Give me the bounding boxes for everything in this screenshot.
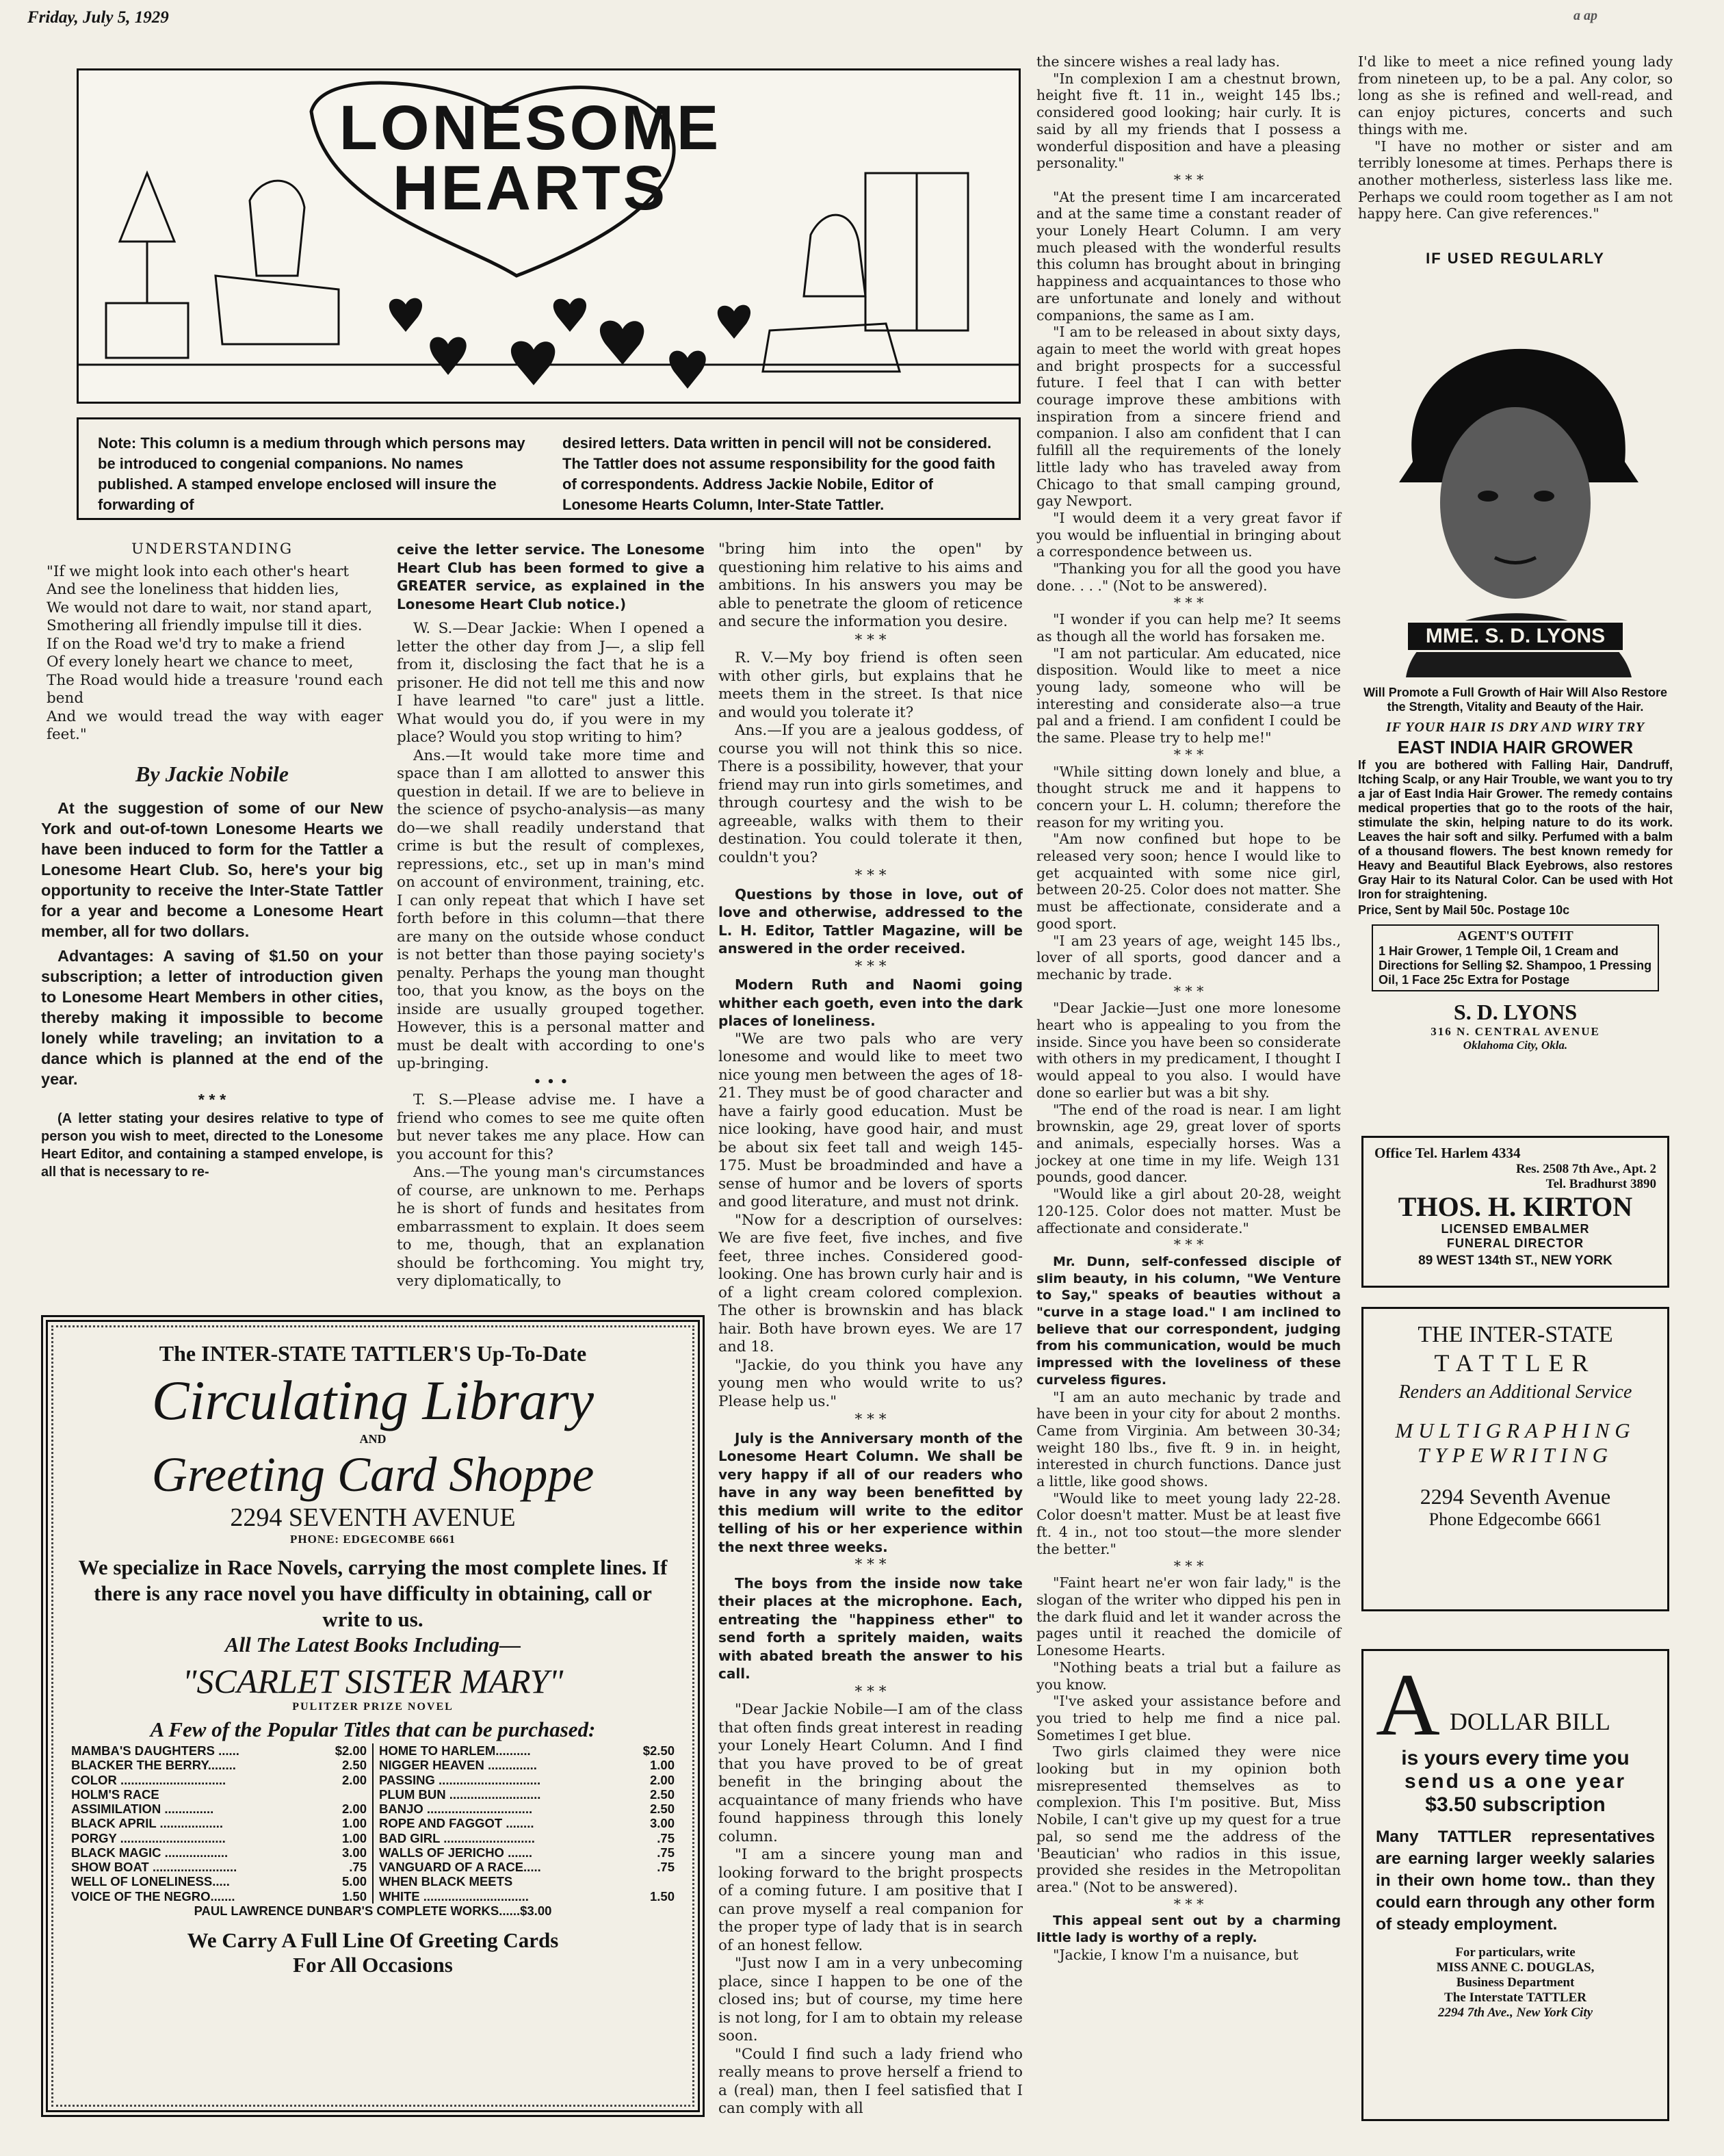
dollar-ad-f5: 2294 7th Ave., New York City xyxy=(1437,2005,1593,2020)
col3-paragraph: "Could I find such a lady friend who really means to prove herself a friend to a (real) man, then I feel satisfied that I can comply with all xyxy=(718,2045,1023,2117)
col4-paragraph: "Jackie, I know I'm a nuisance, but xyxy=(1053,1946,1298,1963)
service-line5: TYPEWRITING xyxy=(1417,1443,1614,1467)
col3-paragraph: "I am a sincere young man and looking forward to the bright prospects of a coming future. I am positive that I can prove myself a real companion for the proper type of lady that is in search of an honest fellow. xyxy=(718,1846,1023,1954)
dollar-ad-f3: Business Department xyxy=(1456,1975,1575,1990)
kirton-office: Office Tel. Harlem 4334 xyxy=(1374,1145,1521,1161)
dollar-ad-f4: The Interstate TATTLER xyxy=(1444,1990,1586,2005)
byline: By Jackie Nobile xyxy=(135,761,289,786)
service-line2: TATTLER xyxy=(1434,1349,1597,1377)
col3-paragraph: "We are two pals who are very lonesome and would like to meet two nice young men between the ages of 18-21. They must be of good character and have a fairly good education. Must be nice looking, have good hair, and must be about six feet tall and weigh 145-175. Must be broadminded and have a sense of humor and be lovers of sports and good literature, and must not drink. xyxy=(718,1030,1023,1210)
col4-paragraph: Two girls claimed they were nice looking but in my opinion both misrepresented themselves as to complexion. This I'm positive. But, Miss Nobile, I can't give up my quest for a true pal, so send me the address of the 'Beautician' who radios in this issue, provided she resides in the Metropolitan area." (Not to be answered). xyxy=(1036,1743,1341,1895)
col2-paragraph: W. S.—Dear Jackie: When I opened a letter the other day from J—, a slip fell from it, disclosing the fact that he is a prisoner. He did not tell me this and now I have learned "to care" just a little. What would you do, if you were in my place? Would you stop writing to him? xyxy=(397,620,705,746)
col3-paragraph: Ans.—If you are a jealous goddess, of course you will not think this so nice. There is a possibility, however, that your friend may run into girls sometimes, and through courtesy and the wish to be agreeable, walks with them to their destination. You could tolerate it then, couldn't you? xyxy=(718,722,1023,866)
hair-grower-ad xyxy=(1358,250,1673,1126)
hair-ad-body: If you are bothered with Falling Hair, Dandruff, Itching Scalp, or any Hair Trouble, we want you to try a jar of East India Hair Grower. The remedy contains medical properties that go to the roots of the hair, stimulate the skin, helping nature to do its work. Leaves the hair soft and silky. Perfumed with a balm of a thousand flowers. The best known remedy for Heavy and Beautiful Black Eyebrows, also restores Gray Hair to its Natural Color. Can be used with Hot Iron for straightening. xyxy=(1358,758,1673,901)
agent-outfit-items: 1 Hair Grower, 1 Temple Oil, 1 Cream and Directions for Selling $2. Shampoo, 1 Pressing Oil, 1 Face 25c Extra for Postage xyxy=(1379,944,1652,987)
col3-paragraph: Questions by those in love, out of love and otherwise, addressed to the L. H. Editor, Tattler Magazine, will be answered in the order received. xyxy=(718,885,1023,957)
col4-paragraph: "Nothing beats a trial but a failure as you know. xyxy=(1036,1659,1341,1693)
book-row: WALLS OF JERICHO ....... .75 xyxy=(379,1845,675,1860)
col4-paragraph: the sincere wishes a real lady has. xyxy=(1036,53,1280,70)
col4-paragraph: "Faint heart ne'er won fair lady," is the slogan of the writer who dipped his pen in the dark fluid and let it wander across the pages until it reached the domicile of Lonesome Hearts. xyxy=(1036,1574,1341,1659)
book-row: PORGY .............................. 1.00 xyxy=(71,1830,367,1845)
poem-line: And see the loneliness that hidden lies, xyxy=(47,581,339,598)
club-paragraph: At the suggestion of some of our New York and out-of-town Lonesome Hearts we have been induced to form for the Tattler a Lonesome Heart Club. So, here's your big opportunity to receive the Inter-State Tattler for a year and become a Lonesome Heart member, all for two dollars. xyxy=(41,799,383,940)
book-row: BAD GIRL .......................... .75 xyxy=(379,1830,675,1845)
portrait-illustration xyxy=(1365,277,1666,677)
library-dunbar: PAUL LAWRENCE DUNBAR'S COMPLETE WORKS......$3.00 xyxy=(194,1903,552,1918)
lyons-city: Oklahoma City, Okla. xyxy=(1463,1039,1568,1052)
book-row: WELL OF LONELINESS..... 5.00 xyxy=(71,1874,367,1889)
note-right: desired letters. Data written in pencil will not be considered. The Tattler does not assume responsibility for the good faith of correspondents. Address Jackie Nobile, Editor of Lonesome Hearts Column, Inter-State Tattler. xyxy=(562,434,995,513)
column-1 xyxy=(41,541,383,1181)
book-row: ROPE AND FAGGOT ........ 3.00 xyxy=(379,1816,675,1831)
book-row: PASSING ............................. 2.00 xyxy=(379,1772,675,1787)
book-row: BLACK MAGIC .................. 3.00 xyxy=(71,1845,367,1860)
poem-line: Of every lonely heart we chance to meet, xyxy=(47,653,354,671)
book-row: BANJO .............................. 2.50 xyxy=(379,1802,675,1817)
col4-paragraph: "Would like a girl about 20-28, weight 120-125. Color does not matter. Must be affectionate and considerate." xyxy=(1036,1186,1341,1236)
kirton-tel: Tel. Bradhurst 3890 xyxy=(1545,1177,1656,1191)
library-list-title: A Few of the Popular Titles that can be purchased: xyxy=(150,1717,596,1741)
col4-paragraph: "Dear Jackie—Just one more lonesome heart who is appealing to you from the inside. Since you have been so considerate with others in my predicament, I thought I would appeal to you also. I would have done so earlier but was a bit shy. xyxy=(1036,1000,1341,1101)
poem-line: And we would tread the way with eager feet." xyxy=(47,707,383,743)
col3-paragraph: R. V.—My boy friend is often seen with other girls, but explains that he meets them in the street. Is that nice and would you tolerate it? xyxy=(718,649,1023,721)
col3-paragraph: July is the Anniversary month of the Lonesome Heart Column. We shall be very happy if all of our readers who have in any way been benefitted by this medium will write to the editor telling of his or her experience within the next three weeks. xyxy=(718,1429,1023,1555)
kirton-title2: FUNERAL DIRECTOR xyxy=(1446,1236,1584,1250)
col2-paragraph: Ans.—The young man's circumstances of course, are unknown to me. Perhaps he is short of funds and hesitates from embarrassment to explain. It does seem to me, though, that an explanation should be forthcoming. You might try, very diplomatically, to xyxy=(397,1164,705,1290)
dollar-ad-l3: send us a one year xyxy=(1404,1770,1627,1793)
library-phone: PHONE: EDGECOMBE 6661 xyxy=(289,1533,456,1546)
col5-paragraph: "I have no mother or sister and am terribly lonesome at times. Perhaps there is another motherless, sisterless lass like me. Perhaps we could room together as I am not happy here. Can give references." xyxy=(1358,138,1673,222)
col3-paragraph: "bring him into the open" by questioning him relative to his aims and ambitions. In his answers you may be able to penetrate the gloom of reticence and secure the information you desire. xyxy=(718,541,1023,630)
club-notice: At the suggestion of some of our New York and out-of-town Lonesome Hearts we have been induced to form for the Tattler a Lonesome Heart Club. So, here's your big opportunity to receive the Inter-State Tattler for a year and become a Lonesome Heart member, all for two dollars. Advantages: A saving of $1.50 on your subscription; a letter of introduction given to Lonesome Heart Members in other cities, thereby making it impossible to become lonely while traveling; an invitation to a dance which is planned at the end of the year. * * * (A letter stating your desires relative to type of person you wish to meet, directed to the Lonesome Heart Editor, and containing a stamped envelope, is all that is necessary to re- xyxy=(41,799,383,1180)
poem-line: "If we might look into each other's heart xyxy=(47,562,350,580)
col4-paragraph: "The end of the road is near. I am light brownskin, age 29, great lover of sports and animals, especially horses. Was a jockey at one time in my life. Weigh 131 pounds, good dancer. xyxy=(1036,1101,1341,1186)
hair-ad-product: EAST INDIA HAIR GROWER xyxy=(1397,737,1634,757)
dollar-ad-big-a: A xyxy=(1376,1656,1440,1754)
hair-ad-promise: Will Promote a Full Growth of Hair Will Also Restore the Strength, Vitality and Beauty of the Hair. xyxy=(1363,686,1668,714)
poem-line: If on the Road we'd try to make a friend xyxy=(47,635,345,653)
library-titles-left xyxy=(71,1743,374,1904)
service-line4: MULTIGRAPHING xyxy=(1395,1418,1636,1442)
service-line1: THE INTER-STATE xyxy=(1418,1322,1613,1347)
service-line3: Renders an Additional Service xyxy=(1398,1381,1632,1403)
col3-paragraph: "Dear Jackie Nobile—I am of the class that often finds great interest in reading your Lonely Heart Column. And I find that you have proved to be of great benefit in the bringing about the acquaintance of many friends who have found happiness through this lonely column. xyxy=(718,1701,1023,1845)
col4-paragraph: "While sitting down lonely and blue, a thought struck me and it happens to concern your L. H. column; therefore the reason for my writing you. xyxy=(1036,763,1341,831)
book-row: NIGGER HEAVEN .............. 1.00 xyxy=(379,1758,675,1773)
kirton-name: THOS. H. KIRTON xyxy=(1398,1191,1633,1222)
lyons-address: 316 N. CENTRAL AVENUE xyxy=(1431,1025,1600,1038)
col3-paragraph: "Jackie, do you think you have any young men who would write to us? Please help us." xyxy=(718,1356,1023,1410)
kirton-funeral-ad xyxy=(1361,1136,1669,1288)
service-address: 2294 Seventh Avenue xyxy=(1420,1484,1611,1509)
banner-title xyxy=(325,93,735,223)
club-paragraph: Advantages: A saving of $1.50 on your subscription; a letter of introduction given to Lonesome Heart Members in other cities, thereby making it impossible to become lonely while traveling; an invitation to a dance which is planned at the end of the year. xyxy=(41,947,383,1088)
book-row: VANGUARD OF A RACE..... .75 xyxy=(379,1860,675,1875)
library-desc: We specialize in Race Novels, carrying the most complete lines. If there is any race novel you have difficulty in obtaining, call or write to us. xyxy=(78,1555,668,1631)
service-phone: Phone Edgecombe 6661 xyxy=(1428,1509,1602,1529)
dollar-ad-body: Many TATTLER representatives are earning larger weekly salaries in their own home tow.. than they could earn through any other form of steady employment. xyxy=(1376,1828,1655,1934)
book-row: BLACKER THE BERRY........ 2.50 xyxy=(71,1758,367,1773)
dollar-ad-l4: $3.50 subscription xyxy=(1425,1793,1606,1816)
col5-paragraph: I'd like to meet a nice refined young lady from nineteen up, to be a pal. Any color, so long as she is refined and well-read, and can enjoy pictures, concerts and such things with me. xyxy=(1358,53,1673,138)
col4-paragraph: "At the present time I am incarcerated and at the same time a constant reader of your Lonely Heart Column. I am very much pleased with the wonderful results this column has brought about in bringing happiness and acquaintances to those who are unfortunate and lonely and without companions, the same as I am. xyxy=(1036,188,1341,324)
poem-title: UNDERSTANDING xyxy=(131,541,293,558)
column-2: ceive the letter service. The Lonesome Heart Club has been formed to give a GREATER service, as explained in the Lonesome Heart Club notice.) W. S.—Dear Jackie: When I opened a letter the other day from J—, a slip fell from it, disclosing the fact that he is a prisoner. He did not tell me this and now I have learned "to care" just a little. What would you do, if you were in my place? Would you stop writing to him? Ans.—It would take more time and space than I am allotted to answer this question in detail. If we are to believe in the science of psycho-analysis—as many do—we shall readily understand that crime is but the result of complexes, repressions, etc., set up in man's mind on account of environment, training, etc. I can only repeat that which I have set forth before in this column—that there are many on the outside whose conduct is not better than those paying society's penalty. Perhaps the young man thought too, that you know, as the boys on the inside are usually grouped together. However, this is a personal matter and must be dealt with according to one's up-bringing. • • • T. S.—Please advise me. I have a friend who comes to see me quite often but never takes me any place. How can you account for this? Ans.—The young man's circumstances of course, are unknown to me. Perhaps he is short of funds and hesitates from embarrassment to explain. It does seem to me, though, that an explanation should be forthcoming. You might try, very diplomatically, to xyxy=(397,541,705,1290)
library-latest: All The Latest Books Including— xyxy=(224,1633,521,1657)
dollar-ad-f1: For particulars, write xyxy=(1455,1945,1576,1960)
col4-paragraph: "I am an auto mechanic by trade and have been in your city for about 2 months. Came from Virginia. Am between 30-34; weight 180 lbs., five ft. 9 in. in height, interested in church functions. Dance just a little, like good shows. xyxy=(1036,1388,1341,1490)
agent-outfit-box xyxy=(1372,924,1659,991)
col3-paragraph: The boys from the inside now take their places at the microphone. Each, entreating the "happiness ether" to send forth a spritely maiden, waits with abated breath the answer to his call. xyxy=(718,1574,1023,1682)
poem-line: Smothering all friendly impulse till it dies. xyxy=(47,617,363,634)
col3-paragraph: "Just now I am in a very unbecoming place, since I happen to be one of the closed ins; but of course, my time here is not long, for I am to obtain my release soon. xyxy=(718,1955,1023,2044)
library-title2: Greeting Card Shoppe xyxy=(151,1447,595,1502)
library-featured: "SCARLET SISTER MARY" xyxy=(182,1662,564,1700)
book-row: COLOR .............................. 2.00 xyxy=(71,1772,367,1787)
club-paragraph: (A letter stating your desires relative to type of person you wish to meet, directed to the Lonesome Heart Editor, and containing a stamped envelope, is all that is necessary to re- xyxy=(41,1111,383,1180)
library-titles xyxy=(71,1743,675,1904)
library-address: 2294 SEVENTH AVENUE xyxy=(230,1503,516,1532)
kirton-res: Res. 2508 7th Ave., Apt. 2 xyxy=(1516,1162,1656,1176)
dollar-bill-ad xyxy=(1361,1649,1669,2121)
hair-ad-top: IF USED REGULARLY xyxy=(1426,250,1605,267)
poem-line: We would not dare to wait, nor stand apart, xyxy=(47,599,373,616)
lyons-name: S. D. LYONS xyxy=(1453,1000,1578,1024)
poem-line: The Road would hide a treasure 'round each bend xyxy=(47,671,383,707)
library-title1: Circulating Library xyxy=(151,1369,595,1431)
col4-paragraph: "Thanking you for all the good you have done. . . ." (Not to be answered). xyxy=(1036,560,1341,594)
col4-paragraph: "I would deem it a very great favor if you would be influential in bringing about a correspondence between us. xyxy=(1036,509,1341,560)
library-footer1: We Carry A Full Line Of Greeting Cards xyxy=(187,1927,559,1952)
col2-paragraph: T. S.—Please advise me. I have a friend who comes to see me quite often but never takes me any place. How can you account for this? xyxy=(397,1091,705,1163)
library-titles-right xyxy=(379,1743,675,1904)
col2-paragraph: ceive the letter service. The Lonesome Heart Club has been formed to give a GREATER service, as explained in the Lonesome Heart Club notice.) xyxy=(397,541,705,612)
dollar-ad-l1: DOLLAR BILL xyxy=(1449,1708,1610,1735)
book-row: HOLM'S RACE xyxy=(71,1787,159,1802)
tattler-service-ad xyxy=(1361,1307,1669,1611)
book-row: VOICE OF THE NEGRO....... 1.50 xyxy=(71,1888,367,1904)
book-row: WHEN BLACK MEETS xyxy=(379,1874,513,1889)
book-row: SHOW BOAT ........................ .75 xyxy=(71,1860,367,1875)
book-row: ASSIMILATION .............. 2.00 xyxy=(71,1802,367,1817)
dollar-ad-f2: MISS ANNE C. DOUGLAS, xyxy=(1436,1960,1595,1975)
agent-outfit-title: AGENT'S OUTFIT xyxy=(1457,928,1573,944)
col4-paragraph: "In complexion I am a chestnut brown, height five ft. 11 in., weight 145 lbs.; considered good looking; hair curly. It is said by all my friends that I possess a wonderful disposition and have a pleasing personality." xyxy=(1036,70,1341,172)
book-row: HOME TO HARLEM.......... $2.50 xyxy=(379,1743,675,1758)
book-row: MAMBA'S DAUGHTERS ...... $2.00 xyxy=(71,1743,367,1758)
page-date: Friday, July 5, 1929 xyxy=(27,8,169,27)
banner-title-line2: HEARTS xyxy=(392,153,668,223)
col4-paragraph: "Would like to meet young lady 22-28. Color doesn't matter. Must be at least five ft. 4 in., not too stout—the more slender the better." xyxy=(1036,1490,1341,1557)
column-4: the sincere wishes a real lady has. "In complexion I am a chestnut brown, height five ft. 11 in., weight 145 lbs.; considered good looking; hair curly. It is said by all my friends that I possess a wonderful disposition and have a pleasing personality." * * * "At the present time I am incarcerated and at the same time a constant reader of your Lonely Heart Column. I am very much pleased with the wonderful results this column has brought about in bringing happiness and acquaintances to those who are unfortunate and lonely and without companions, the same as I am. "I am to be released in about sixty days, again to meet the world with great hopes and bright prospects for a successful future. I feel that I can with better courage improve these ambitions with inspiration from a sincere friend and companion. I also am confident that I can fulfill all the requirements of the lonely little lady who has traveled away from Chicago to that small camping ground, gay Newport. "I would deem it a very great favor if you would be influential in bringing about a correspondence between us. "Thanking you for all the good you have done. . . ." (Not to be answered). * * * "I wonder if you can help me? It seems as though all the world has forsaken me. "I am not particular. Am educated, nice disposition. Would like to meet a nice young lady, someone who will be interesting and considerate also—a true pal and a friend. I am confident I could be the same. Please try to help me!" * * * "While sitting down lonely and blue, a thought struck me and it happens to concern your L. H. column; therefore the reason for my writing you. "Am now confined but hope to be released very soon; hence I would like to get acquainted with some nice girl, between 20-25. Color does not matter. She must be affectionate, considerate and a good sport. "I am 23 years of age, weight 145 lbs., lover of all sports, good dancer and a mechanic by trade. * * * "Dear Jackie—Just one more lonesome heart who is appealing to you from the inside. Since you have been so considerate with others in my predicament, I thought I would appeal to you also. I would have done so earlier but was a bit shy. "The end of the road is near. I am light brownskin, age 29, great lover of sports and animals, especially horses. Was a jockey at one time in my life. Weigh 131 pounds, good dancer. "Would like a girl about 20-28, weight 120-125. Color does not matter. Must be affectionate and considerate." * * * Mr. Dunn, self-confessed disciple of slim beauty, in his column, "We Venture to Say," speaks of beauties without a "curve in a stage load." I am inclined to believe that our correspondent, judging from his communication, would be much impressed with the loveliness of these curveless figures. "I am an auto mechanic by trade and have been in your city for about 2 months. Came from Virginia. Am between 30-34; weight 180 lbs., five ft. 9 in. in height, interested in church functions. Dance just a little, like good shows. "Would like to meet young lady 22-28. Color doesn't matter. Must be at least five ft. 4 in., not too stout—the more slender the better." * * * "Faint heart ne'er won fair lady," is the slogan of the writer who dipped his pen in the dark fluid and let it wander across the pages until it reached the domicile of Lonesome Hearts. "Nothing beats a trial but a failure as you know. "I've asked your assistance before and you tried to help me find a nice pal. Sometimes I get blue. Two girls claimed they were nice looking but in my opinion both misrepresented themselves as to complexion. This I'm positive. But, Miss Nobile, I can't give up my quest for a true pal, so send me the address of the 'Beautician' who radios in this issue, provided she resides in the Metropolitan area." (Not to be answered). * * * This appeal sent out by a charming little lady is worthy of a reply. "Jackie, I know I'm a nuisance, but xyxy=(1036,53,1341,1963)
kirton-address: 89 WEST 134th ST., NEW YORK xyxy=(1418,1254,1612,1268)
col4-paragraph: "I am to be released in about sixty days, again to meet the world with great hopes and bright prospects for a successful future. I feel that I can with better courage improve these ambitions with inspiration from a sincere friend and companion. I also am confident that I can fulfill all the requirements of the lonely little lady who has traveled away from Chicago to that small camping ground, gay Newport. xyxy=(1036,324,1341,510)
kirton-title1: LICENSED EMBALMER xyxy=(1441,1222,1590,1236)
portrait-label: MME. S. D. LYONS xyxy=(1406,621,1625,652)
poem-lines xyxy=(41,563,383,744)
library-and: AND xyxy=(359,1432,387,1446)
col3-paragraph: "Now for a description of ourselves: We are five feet, five inches, and five feet, three inches. Considered good-looking. One has brown curly hair and is of a light cream colored complexion. The other is brownskin and has black hair. Both have brown eyes. We are 17 and 18. xyxy=(718,1211,1023,1355)
library-footer2: For All Occasions xyxy=(293,1952,453,1977)
page-corner-mark: a ap xyxy=(1573,8,1597,23)
banner-title-line1: LONESOME xyxy=(339,93,722,163)
hair-ad-if-dry: IF YOUR HAIR IS DRY AND WIRY TRY xyxy=(1385,720,1645,735)
col3-paragraph: Modern Ruth and Naomi going whither each goeth, even into the dark places of loneliness. xyxy=(718,976,1023,1029)
lyons-portrait xyxy=(1365,277,1666,677)
col4-paragraph: "Am now confined but hope to be released very soon; hence I would like to get acquainted with some nice girl, between 20-25. Color does not matter. She must be affectionate, considerate and a good sport. xyxy=(1036,831,1341,932)
library-prize: PULITZER PRIZE NOVEL xyxy=(292,1701,454,1713)
library-top: The INTER-STATE TATTLER'S Up-To-Date xyxy=(159,1341,587,1366)
col4-paragraph: This appeal sent out by a charming little lady is worthy of a reply. xyxy=(1036,1913,1341,1946)
dollar-ad-l2: is yours every time you xyxy=(1401,1747,1630,1769)
book-row: PLUM BUN .......................... 2.50 xyxy=(379,1787,675,1802)
library-ad xyxy=(41,1315,705,2117)
col4-paragraph: "I've asked your assistance before and you tried to help me find a nice pal. Sometimes I get blue. xyxy=(1036,1693,1341,1743)
column-3: "bring him into the open" by questioning him relative to his aims and ambitions. In his answers you may be able to penetrate the gloom of reticence and secure the information you desire. * * * R. V.—My boy friend is often seen with other girls, but explains that he meets them in the street. Is that nice and would you tolerate it? Ans.—If you are a jealous goddess, of course you will not think this so nice. There is a possibility, however, that your friend may run into girls sometimes, and through courtesy and the wish to be agreeable, walks with them to their destination. You could tolerate it then, couldn't you? * * * Questions by those in love, out of love and otherwise, addressed to the L. H. Editor, Tattler Magazine, will be answered in the order received. * * * Modern Ruth and Naomi going whither each goeth, even into the dark places of loneliness. "We are two pals who are very lonesome and would like to meet two nice young men between the ages of 18-21. They must be of good character and have a fairly good education. Must be nice looking, have good hair, and must be about six feet tall and weigh 145-175. Must be broadminded and have a sense of humor and be lovers of sports and good literature, and must not drink. "Now for a description of ourselves: We are five feet, five inches, and five feet, three inches. Considered good-looking. One has brown curly hair and is of a light cream colored complexion. The other is brownskin and has black hair. Both have brown eyes. We are 17 and 18. "Jackie, do you think you have any young men who would write to us? Please help us." * * * July is the Anniversary month of the Lonesome Heart Column. We shall be very happy if all of our readers who have in any way been benefitted by this medium will write to the editor telling of his or her experience within the next three weeks. * * * The boys from the inside now take their places at the microphone. Each, entreating the "happiness ether" to send forth a spritely maiden, waits with abated breath the answer to his call. * * * "Dear Jackie Nobile—I am of the class that often finds great interest in reading your Lonely Heart Column. And I find that you have proved to be of great benefit in the bringing about the acquaintance of many friends who have found happiness through this lonely column. "I am a sincere young man and looking forward to the bright prospects of a coming future. I am positive that I can prove myself a real companion for the proper type of lady that is in search of an honest fellow. "Just now I am in a very unbecoming place, since I happen to be one of the closed ins; but of course, my time here is not long, for I am to obtain my release soon. "Could I find such a lady friend who really means to prove herself a friend to a (real) man, then I feel satisfied that I can comply with all xyxy=(718,541,1023,2117)
col4-paragraph: "I am 23 years of age, weight 145 lbs., lover of all sports, good dancer and a mechanic by trade. xyxy=(1036,932,1341,983)
lonesome-hearts-banner xyxy=(77,68,1021,404)
col4-paragraph: "I am not particular. Am educated, nice disposition. Would like to meet a nice young lady, someone who will be interesting and considerate also—a true pal and a friend. I am confident I could be the same. Please try to help me!" xyxy=(1036,645,1341,746)
note-left: Note: This column is a medium through which persons may be introduced to congenial companions. No names published. A stamped envelope enclosed will insure the forwarding of xyxy=(98,434,525,513)
hair-ad-price: Price, Sent by Mail 50c. Postage 10c xyxy=(1358,903,1570,917)
book-row: BLACK APRIL .................. 1.00 xyxy=(71,1816,367,1831)
book-row: WHITE .............................. 1.50 xyxy=(379,1888,675,1904)
col2-paragraph: Ans.—It would take more time and space than I am allotted to answer this question in detail. If we are to believe in the science of psycho-analysis—as many do—we shall readily understand that crime is but the result of complexes, repressions, etc., set up in man's mind on account of environment, training, etc. I can only repeat that which I have set forth before in this column—that there are many on the outside whose conduct is not better than those paying society's penalty. Perhaps the young man thought too, that you know, as the boys on the inside are usually grouped together. However, this is a personal matter and must be dealt with according to one's up-bringing. xyxy=(397,746,705,1072)
col4-paragraph: "I wonder if you can help me? It seems as though all the world has forsaken me. xyxy=(1036,611,1341,645)
column-5 xyxy=(1358,53,1673,222)
col4-paragraph: Mr. Dunn, self-confessed disciple of slim beauty, in his column, "We Venture to Say," speaks of beauties without a "curve in a stage load." I am inclined to believe that our correspondent, judging from his communication, would be much impressed with the loveliness of these curveless figures. xyxy=(1036,1254,1341,1388)
note-box xyxy=(77,417,1021,520)
